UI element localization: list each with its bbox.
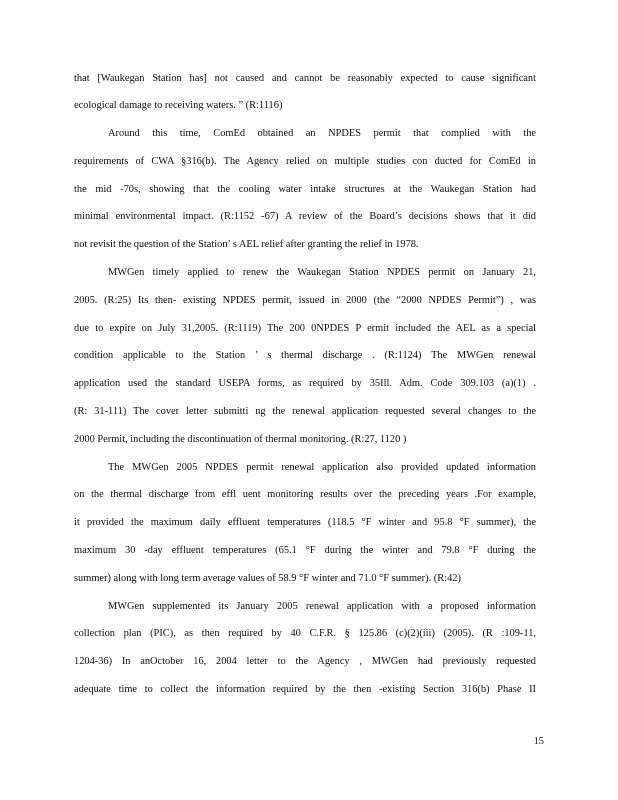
text-line: the mid -70s, showing that the cooling water intake structures at the Waukegan Station had [74, 184, 536, 195]
text-line: collection plan (PIC), as then required by 40 C.F.R. § 125.86 (c)(2)(iii) (2005). (R :109-11, [74, 628, 536, 639]
text-line: application used the standard USEPA forms, as required by 35Ill. Adm. Code 309.103 (a)(1) . [74, 378, 536, 389]
text-line: minimal environmental impact. (R:1152 -67) A review of the Board’s decisions shows that it did [74, 211, 536, 222]
text-line: due to expire on July 31,2005. (R:1119) The 200 0NPDES P ermit included the AEL as a special [74, 323, 536, 334]
text-line: requirements of CWA §316(b). The Agency relied on multiple studies con ducted for ComEd in [74, 156, 536, 167]
text-line: 1204-36) In anOctober 16, 2004 letter to the Agency , MWGen had previously requested [74, 656, 536, 667]
paragraph-first-line: The MWGen 2005 NPDES permit renewal application also provided updated information [108, 462, 536, 473]
paragraph-first-line: MWGen timely applied to renew the Waukegan Station NPDES permit on January 21, [108, 267, 536, 278]
text-line: summer) along with long term average values of 58.9 °F winter and 71.0 °F summer). (R:42) [74, 573, 461, 584]
text-line: not revisit the question of the Station’ s AEL relief after granting the relief in 1978. [74, 239, 419, 250]
paragraph-first-line: Around this time, ComEd obtained an NPDES permit that complied with the [108, 128, 536, 139]
text-line: ecological damage to receiving waters. ” (R:1116) [74, 100, 283, 111]
paragraph-first-line: MWGen supplemented its January 2005 renewal application with a proposed information [108, 601, 536, 612]
text-line: (R: 31-111) The cover letter submitti ng the renewal application requested several changes to the [74, 406, 536, 417]
text-line: maximum 30 -day effluent temperatures (65.1 °F during the winter and 79.8 °F during the [74, 545, 536, 556]
page-number: 15 [533, 736, 544, 747]
text-line: 2005. (R:25) Its then- existing NPDES permit, issued in 2000 (the “2000 NPDES Permit”) , was [74, 295, 536, 306]
text-line: condition applicable to the Station ’ s thermal discharge . (R:1124) The MWGen renewal [74, 350, 536, 361]
text-line: it provided the maximum daily effluent temperatures (118.5 °F winter and 95.8 °F summer), the [74, 517, 536, 528]
text-line: that [Waukegan Station has] not caused and cannot be reasonably expected to cause significant [74, 73, 536, 84]
text-line: on the thermal discharge from effl uent monitoring results over the preceding years .For example, [74, 489, 536, 500]
text-line: adequate time to collect the information required by the then -existing Section 316(b) Phase II [74, 684, 536, 695]
text-line: 2000 Permit, including the discontinuation of thermal monitoring. (R:27, 1120 ) [74, 434, 407, 445]
